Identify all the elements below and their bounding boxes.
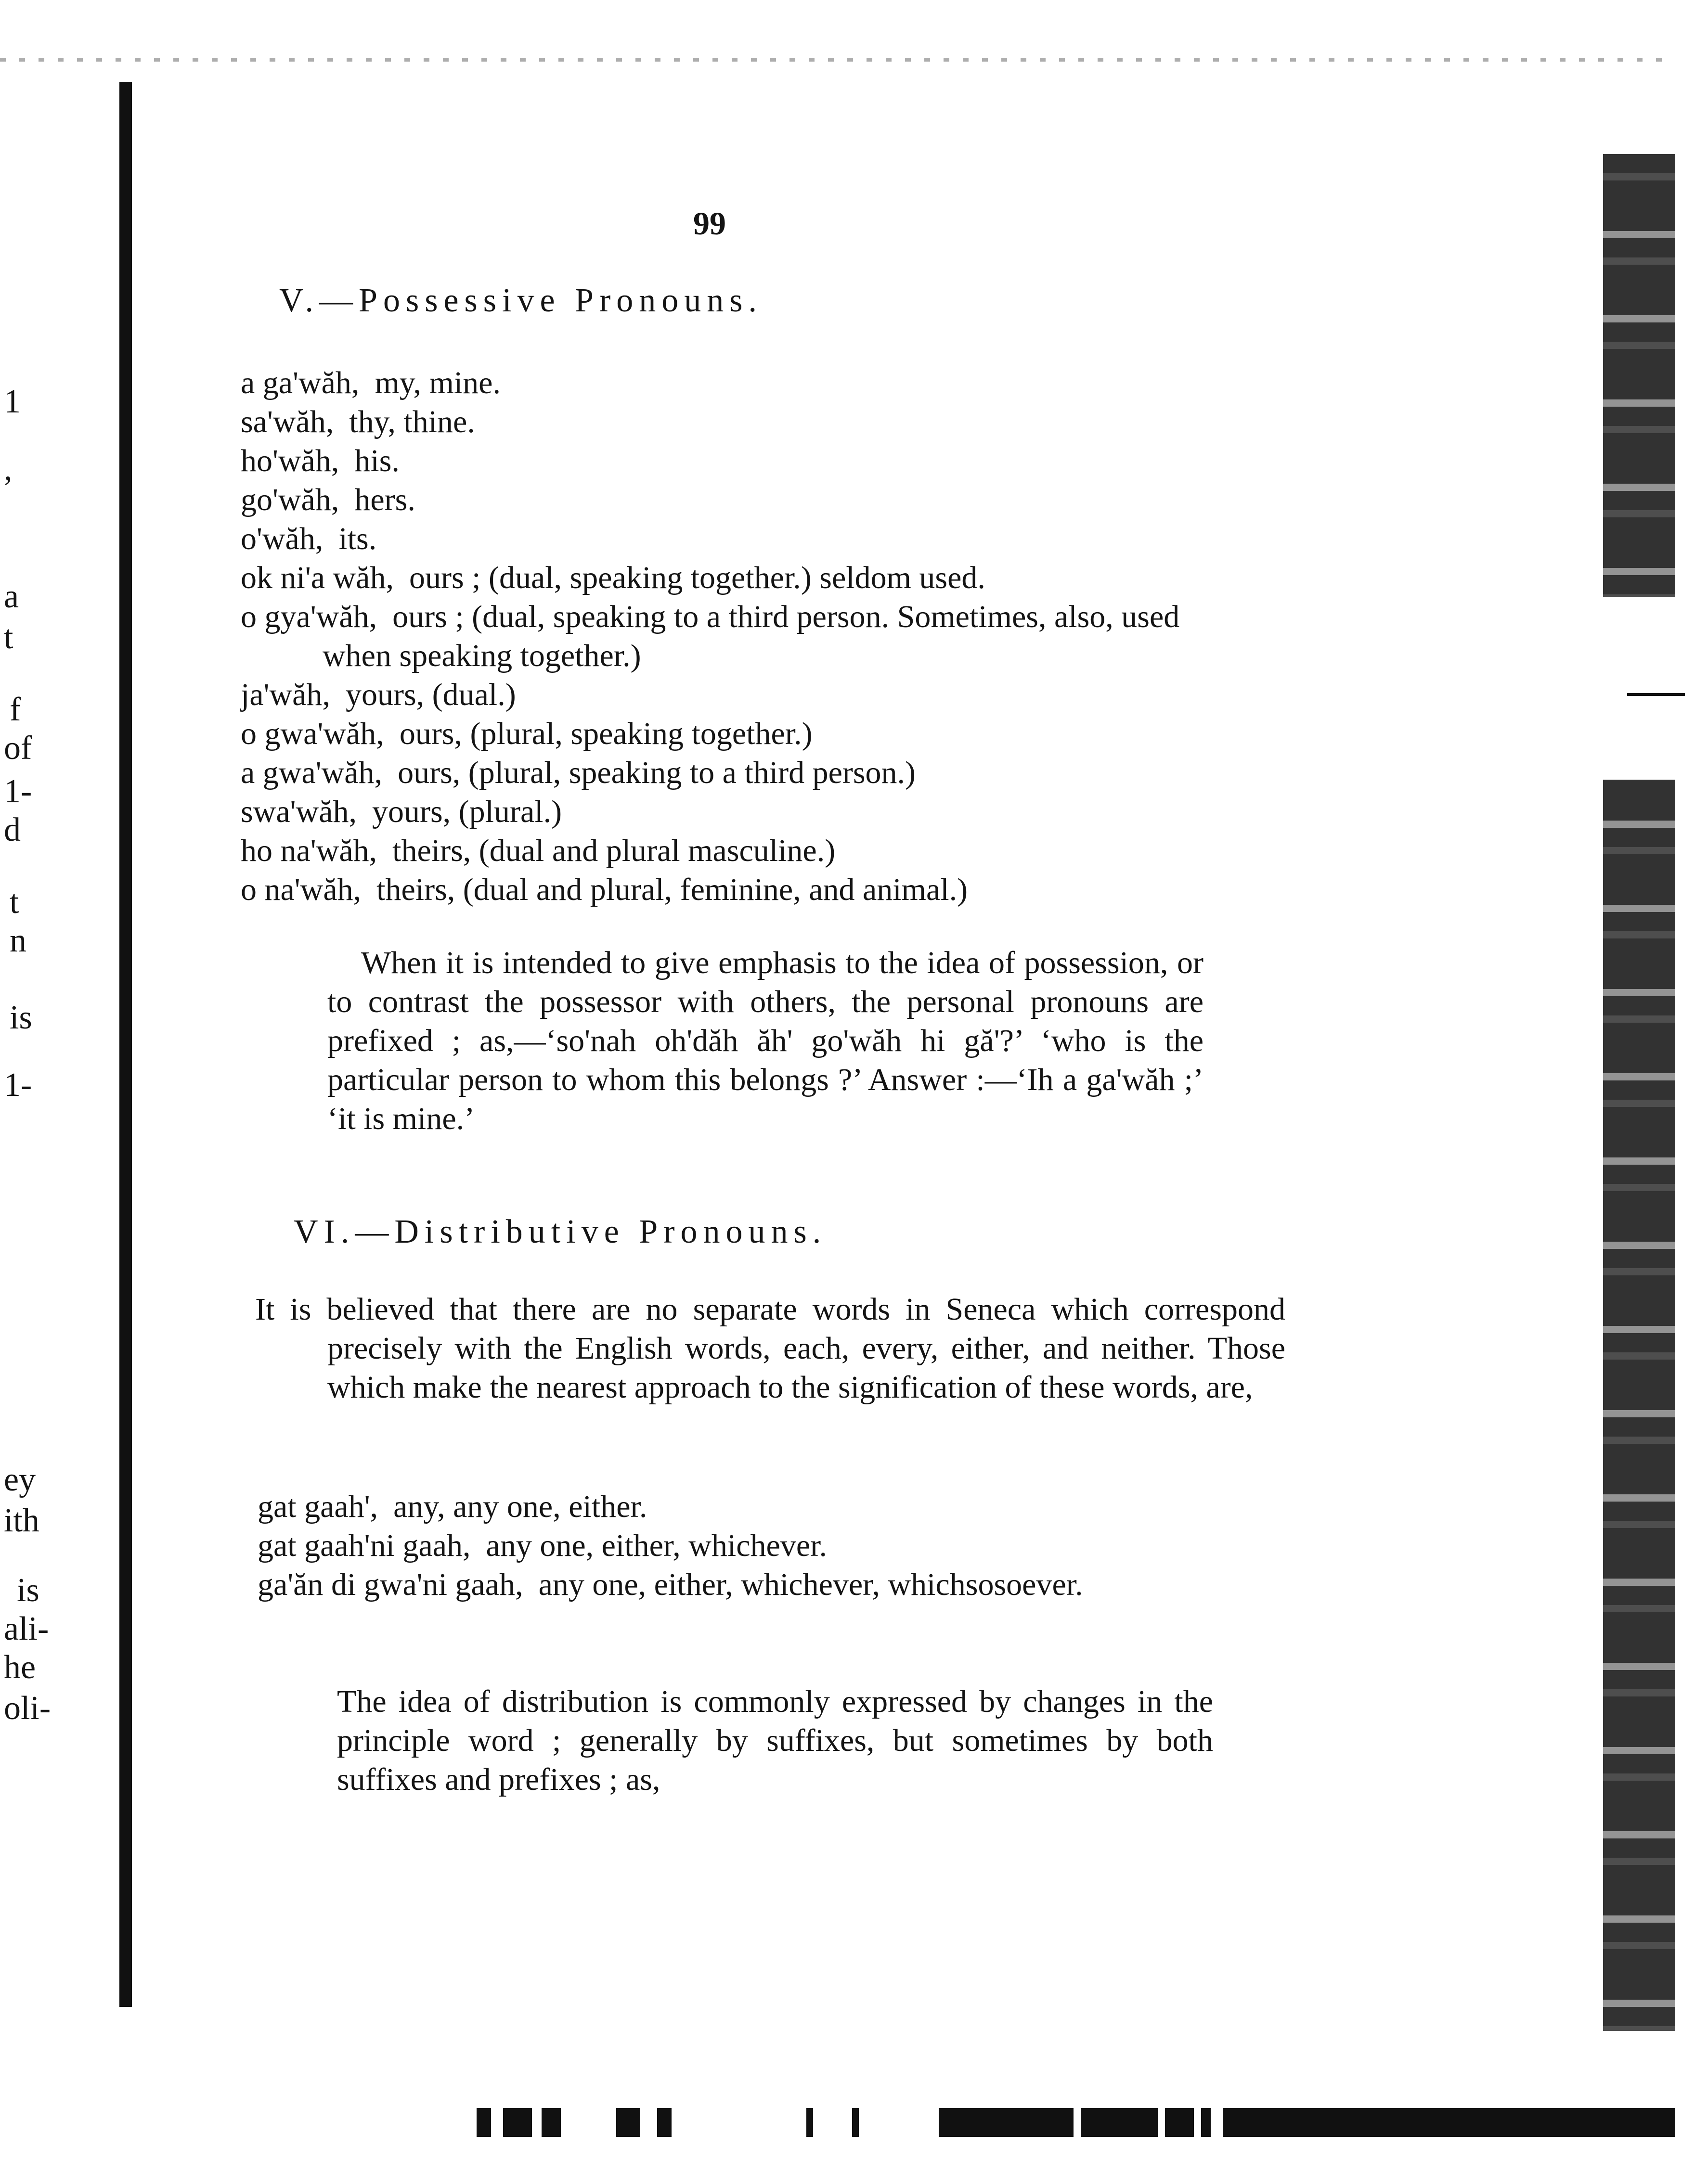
seneca-word: ja'wăh, xyxy=(241,677,330,712)
top-page-edge xyxy=(0,58,1666,62)
list-item xyxy=(241,363,1228,402)
seneca-word: sa'wăh, xyxy=(241,404,334,439)
margin-fragment: is xyxy=(17,1572,39,1609)
distributive-intro-paragraph: It is believed that there are no separate words in Seneca which correspond precisely with the English words, each, every, either, and neither. Those which make the nearest approach to the signification of these words, are, xyxy=(255,1292,1285,1405)
english-meaning: hers. xyxy=(354,482,415,517)
margin-fragment: ith xyxy=(4,1502,39,1539)
list-item xyxy=(241,714,1228,753)
adjacent-page-fragments xyxy=(0,0,116,2184)
english-meaning: his. xyxy=(354,443,400,478)
margin-fragment: ey xyxy=(4,1461,36,1498)
section-heading-possessive-pronouns: V.—Possessive Pronouns. xyxy=(279,282,763,319)
english-meaning: ours ; (dual, speaking together.) seldom used. xyxy=(409,560,985,595)
seneca-word: o gwa'wăh, xyxy=(241,716,384,751)
emphasis-paragraph: When it is intended to give emphasis to the idea of possession, or to contrast the possessor with others, the personal pronouns are prefixed ; as,—‘so'nah oh'dăh ăh' go'wăh hi gă'?’ ‘who is the particular person to whom this belongs ?’ Answer :—‘Ih a ga'wăh ;’ ‘it is mine.’ xyxy=(327,945,1203,1136)
english-meaning: yours, (plural.) xyxy=(372,794,562,829)
distribution-paragraph: The idea of distribution is commonly expressed by changes in the principle word ; generally by suffixes, but sometimes by both suffixes and prefixes ; as, xyxy=(337,1684,1213,1797)
seneca-word: go'wăh, xyxy=(241,482,339,517)
margin-fragment: 1- xyxy=(4,773,32,810)
list-item xyxy=(241,753,1228,792)
list-item xyxy=(241,675,1228,714)
english-meaning: any one, either, whichever. xyxy=(486,1528,827,1563)
list-item xyxy=(258,1526,1220,1565)
margin-fragment: of xyxy=(4,730,32,767)
list-item xyxy=(258,1565,1220,1604)
english-meaning: theirs, (dual and plural masculine.) xyxy=(392,833,836,868)
seneca-word: swa'wăh, xyxy=(241,794,357,829)
list-item xyxy=(241,519,1228,558)
english-meaning: its. xyxy=(338,521,377,556)
english-meaning: yours, (dual.) xyxy=(345,677,516,712)
seneca-word: a gwa'wăh, xyxy=(241,755,383,790)
english-meaning: ours, (plural, speaking to a third person.) xyxy=(398,755,916,790)
seneca-word: ga'ăn di gwa'ni gaah, xyxy=(258,1567,523,1602)
seneca-word: ok ni'a wăh, xyxy=(241,560,394,595)
margin-fragment: he xyxy=(4,1649,36,1686)
margin-fragment: n xyxy=(10,922,26,959)
english-meaning: any, any one, either. xyxy=(393,1489,647,1524)
list-item xyxy=(241,480,1228,519)
page-number: 99 xyxy=(693,205,726,242)
english-meaning: thy, thine. xyxy=(349,404,475,439)
list-item xyxy=(241,870,1228,909)
right-edge-gap xyxy=(1603,597,1675,780)
english-meaning: my, mine. xyxy=(375,365,501,400)
distributive-pronoun-list xyxy=(258,1487,1220,1604)
margin-fragment: t xyxy=(10,884,19,921)
list-item xyxy=(241,441,1228,480)
margin-fragment: , xyxy=(4,450,13,488)
list-item xyxy=(241,402,1228,441)
bottom-page-edge xyxy=(0,2108,1675,2142)
margin-fragment: ali- xyxy=(4,1610,49,1647)
list-item xyxy=(241,558,1228,597)
list-item xyxy=(241,831,1228,870)
seneca-word: ho na'wăh, xyxy=(241,833,377,868)
seneca-word: o gya'wăh, xyxy=(241,599,377,634)
right-edge-mark xyxy=(1627,693,1685,696)
binding-gutter-line xyxy=(119,82,132,2007)
margin-fragment: t xyxy=(4,619,13,656)
list-item xyxy=(258,1487,1220,1526)
margin-fragment: a xyxy=(4,578,19,615)
seneca-word: gat gaah'ni gaah, xyxy=(258,1528,471,1563)
seneca-word: a ga'wăh, xyxy=(241,365,360,400)
section-heading-distributive-pronouns: VI.—Distributive Pronouns. xyxy=(294,1213,827,1250)
seneca-word: gat gaah', xyxy=(258,1489,378,1524)
margin-fragment: oli- xyxy=(4,1690,51,1727)
margin-fragment: is xyxy=(10,999,32,1036)
seneca-word: o'wăh, xyxy=(241,521,323,556)
list-item xyxy=(241,792,1228,831)
margin-fragment: d xyxy=(4,811,21,848)
seneca-word: ho'wăh, xyxy=(241,443,339,478)
possessive-pronoun-list xyxy=(241,363,1228,909)
seneca-word: o na'wăh, xyxy=(241,872,362,907)
english-meaning: ours, (plural, speaking together.) xyxy=(399,716,813,751)
right-page-edge-shadow xyxy=(1603,154,1675,2031)
margin-fragment: f xyxy=(10,691,21,728)
margin-fragment: 1- xyxy=(4,1066,32,1104)
english-meaning: theirs, (dual and plural, feminine, and animal.) xyxy=(376,872,968,907)
english-meaning: any one, either, whichever, whichsosoever. xyxy=(538,1567,1083,1602)
margin-fragment: 1 xyxy=(4,383,21,420)
english-meaning: ours ; (dual, speaking to a third person. Sometimes, also, used when speaking together.) xyxy=(323,599,1180,673)
list-item xyxy=(241,597,1228,675)
